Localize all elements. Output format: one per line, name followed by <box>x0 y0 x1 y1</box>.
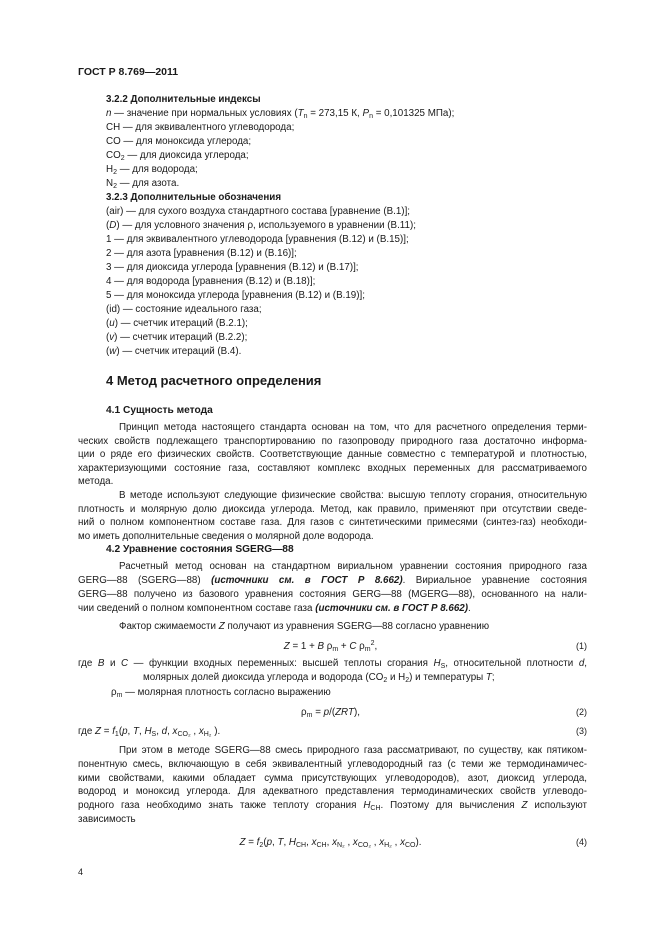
text-run: , <box>127 726 133 737</box>
paragraph-sgerg <box>78 560 587 616</box>
text-i: x <box>352 837 358 848</box>
section-4-2-heading: 4.2 Уравнение состояния SGERG—88 <box>106 544 294 555</box>
text-line <box>78 785 587 799</box>
text-run: 5 — для моноксида углерода [уравнения (B.12) и (B.19)]; <box>106 290 365 301</box>
text-line <box>78 475 587 489</box>
text-sub: CO <box>404 842 416 849</box>
equation-1 <box>0 640 661 654</box>
text-i: x <box>332 837 337 848</box>
text-line <box>106 135 454 149</box>
text-sub: m <box>306 712 313 719</box>
text-i: H <box>363 800 371 812</box>
text-run: ( <box>106 332 110 343</box>
text-run: /( <box>329 707 336 718</box>
text-sub: N₂ <box>336 842 345 849</box>
text-run: Фактор сжимаемости <box>119 621 219 632</box>
text-sub: CH <box>370 805 381 813</box>
text-i: p <box>122 726 128 737</box>
text-i: x <box>400 837 405 848</box>
text-run: , <box>391 837 401 848</box>
text-run: . <box>468 603 471 614</box>
text-run: , <box>283 837 289 848</box>
text-sup: 2 <box>370 640 375 647</box>
text-sub: 2 <box>113 183 117 190</box>
text-line <box>106 247 454 261</box>
text-run: 2 — для азота [уравнения (B.12) и (B.16)]; <box>106 248 297 259</box>
text-run: ) — счетчик итераций (B.4). <box>116 346 242 357</box>
text-run: — значение при нормальных условиях ( <box>111 108 298 119</box>
text-i: p <box>266 837 273 848</box>
text-run: Расчетный метод основан на стандартном вириальном уравнении состояния природного газа <box>119 561 587 572</box>
text-line <box>78 435 587 449</box>
text-line <box>78 799 587 813</box>
text-run: H <box>106 164 114 175</box>
text-i: Z <box>95 726 102 737</box>
text-run: ), <box>353 707 360 718</box>
text-i: w <box>109 346 117 357</box>
text-run: ). <box>415 837 422 848</box>
text-run: , <box>326 837 333 848</box>
text-run: N <box>106 178 114 189</box>
text-run: ( <box>263 837 267 848</box>
section-3-2-lists <box>106 93 454 359</box>
text-line <box>78 574 587 588</box>
text-i: H <box>433 658 441 669</box>
text-line <box>78 530 587 544</box>
text-run: = <box>245 837 257 848</box>
text-line <box>106 205 454 219</box>
text-run: В методе используют следующие физические свойства: высшую теплоту сгорания, относительную <box>119 490 587 501</box>
text-i: Z <box>521 800 528 812</box>
text-i: T <box>485 671 492 683</box>
text-run: , <box>374 641 378 652</box>
text-run: + <box>338 641 350 652</box>
text-sub: 2 <box>113 169 117 176</box>
text-line <box>106 93 454 107</box>
text-run: При этом в методе SGERG—88 смесь природного газа рассматривают, по существу, как пятиком- <box>119 745 587 756</box>
text-i: Z <box>239 837 246 848</box>
text-line <box>78 448 587 462</box>
text-line <box>78 516 587 530</box>
equation-4 <box>0 836 661 850</box>
text-i: v <box>109 332 115 343</box>
text-line <box>106 163 454 177</box>
text-run: 1 — для эквивалентного углеводорода [уравнения (B.12) и (B.15)]; <box>106 234 409 245</box>
text-run: , <box>584 658 587 669</box>
text-run: родного газа необходимо знать также теплоту сгорания <box>78 800 364 812</box>
text-sub: 2 <box>383 676 388 684</box>
text-line <box>0 640 661 654</box>
text-i: p <box>323 707 330 718</box>
equation-1-number: (1) <box>576 641 587 651</box>
text-line <box>111 686 331 700</box>
text-run: ). <box>211 726 221 737</box>
text-i: P <box>362 108 370 119</box>
text-run: ) — для условного значения ρ, используемого в уравнении (B.11); <box>116 220 416 231</box>
text-run: плотность и молярную долю диоксида углерода. Метод, как правило, применяют при отсутствии сведе- <box>78 503 587 515</box>
text-i: f <box>112 726 115 737</box>
text-line <box>106 275 454 289</box>
text-run: , <box>138 726 145 737</box>
text-run: , <box>306 837 312 848</box>
text-line <box>106 121 454 135</box>
text-line <box>106 191 454 205</box>
text-i: ZRT <box>335 707 354 718</box>
text-run: мо иметь дополнительные сведения о молярной доле водорода. <box>78 530 374 542</box>
text-i: Z <box>218 621 225 632</box>
text-line <box>0 706 661 720</box>
text-i: T <box>297 108 304 119</box>
text-run: CO <box>106 150 121 161</box>
text-run: , <box>156 726 162 737</box>
text-run: = 1 + <box>289 641 318 652</box>
equation-3-number: (3) <box>576 726 587 736</box>
text-line <box>78 772 587 786</box>
document-header: ГОСТ Р 8.769—2011 <box>78 66 179 78</box>
text-run: 3 — для диоксида углерода [уравнения (B.12) и (B.17)]; <box>106 262 359 273</box>
text-bi: (источники см. в ГОСТ Р 8.662) <box>315 603 468 614</box>
text-i: T <box>133 726 139 737</box>
paragraph-five-component <box>78 744 587 827</box>
text-run: , относительной плотности <box>445 658 579 669</box>
text-line <box>119 620 489 634</box>
page-number: 4 <box>78 867 84 877</box>
text-sub: S <box>151 731 157 738</box>
text-line <box>78 813 587 827</box>
text-run: ρ <box>301 707 307 718</box>
text-i: x <box>311 837 317 848</box>
text-sub: m <box>364 646 371 653</box>
text-run: , <box>272 837 278 848</box>
text-run: , <box>344 837 353 848</box>
text-i: f <box>256 837 260 848</box>
text-run: — для азота. <box>116 178 180 189</box>
text-sub: m <box>116 692 123 699</box>
text-line <box>78 489 587 503</box>
text-run: характеризующими состояние газа, составляют комплекс входных переменных для рассматриваемого <box>78 462 587 474</box>
equation-2 <box>0 706 661 720</box>
text-run: ческих свойств подлежащего транспортированию по газопроводу природного газа достаточно информа- <box>78 435 587 447</box>
text-sub: 2 <box>405 676 410 684</box>
text-run: 4 — для водорода [уравнения (B.12) и (B.18)]; <box>106 276 316 287</box>
section-4-1-heading: 4.1 Сущность метода <box>106 405 213 416</box>
text-run: (air) — для сухого воздуха стандартного состава [уравнение (B.1)]; <box>106 206 411 217</box>
text-run: , <box>190 726 199 737</box>
text-sub: 2 <box>259 842 264 849</box>
text-i: u <box>109 318 115 329</box>
text-sub: n <box>303 113 308 120</box>
text-b: 3.2.2 Дополнительные индексы <box>106 94 261 105</box>
rho-definition <box>111 686 331 700</box>
text-line <box>106 219 454 233</box>
text-run: получают из уравнения SGERG—88 согласно уравнению <box>224 621 490 632</box>
text-run: и <box>104 658 121 669</box>
text-run: где <box>78 658 98 669</box>
factor-line <box>119 620 489 634</box>
text-run: понентную смесь, включающую в себя эквивалентный углеводородный газ (с теми же термодинамичес- <box>78 758 587 770</box>
text-run: ний о полном компонентном составе газа. Для газов с синтетическими примесями (синтез-газ) необходи- <box>78 517 587 529</box>
text-sub: m <box>332 646 339 653</box>
section-4-heading: 4 Метод расчетного определения <box>106 373 322 388</box>
text-i: x <box>379 837 385 848</box>
text-bi: (источники см. в ГОСТ Р 8.662) <box>211 575 403 586</box>
text-sub: CO₂ <box>357 842 372 849</box>
text-run: GERG—88 (SGERG—88) <box>78 575 212 586</box>
text-sub: CH <box>316 842 327 849</box>
text-line <box>78 657 587 671</box>
text-line <box>78 421 587 435</box>
text-i: n <box>106 108 112 119</box>
text-run: CO — для моноксида углерода; <box>106 136 252 147</box>
text-line <box>106 345 454 359</box>
text-line <box>78 503 587 517</box>
text-line <box>106 233 454 247</box>
text-run: — функции входных переменных: высшей теплоты сгорания <box>128 658 434 669</box>
text-sub: CH <box>296 842 307 849</box>
text-line <box>106 303 454 317</box>
text-sub: 2 <box>120 155 125 162</box>
text-i: T <box>277 837 284 848</box>
text-run: Принцип метода настоящего стандарта основан на том, что для расчетного определения терми- <box>119 422 587 433</box>
text-line <box>106 331 454 345</box>
text-run: водород и моноксид углерода. Для адекватного представления термодинамических свойств углеводо- <box>78 786 587 798</box>
where-b-c <box>78 657 587 684</box>
text-line <box>106 177 454 191</box>
text-run: и H <box>387 671 406 683</box>
text-run: ( <box>106 318 110 329</box>
text-sub: 1 <box>114 731 119 738</box>
text-run: используют <box>527 800 588 812</box>
text-line <box>78 560 587 574</box>
text-run: кими свойствами, какими обладает сумма присутствующих углеводородов), азот, диоксид углерода, <box>78 772 587 784</box>
text-i: Z <box>283 641 290 652</box>
text-run: метода. <box>78 476 114 488</box>
text-run: . Вириальное уравнение состояния <box>402 575 587 586</box>
text-run: = <box>101 726 113 737</box>
text-i: x <box>172 726 178 737</box>
text-line <box>78 744 587 758</box>
text-line <box>106 149 454 163</box>
text-i: D <box>109 220 117 231</box>
text-line <box>78 758 587 772</box>
text-run: чии сведений о полном компонентном составе газа <box>78 603 316 614</box>
text-run: , <box>167 726 173 737</box>
text-line <box>106 261 454 275</box>
text-sub: H₂ <box>384 842 392 849</box>
text-run: = 0,101325 МПа); <box>372 108 455 119</box>
text-run: CH — для эквивалентного углеводорода; <box>106 122 295 133</box>
text-sub: H₂ <box>203 731 212 738</box>
text-b: 3.2.3 Дополнительные обозначения <box>106 192 282 203</box>
text-line <box>78 462 587 476</box>
text-run: ции о ряде его физических свойств. Соответствующие данные совместно с температурой и плотностью, <box>78 449 587 461</box>
paragraph-properties <box>78 489 587 543</box>
equation-4-number: (4) <box>576 837 587 847</box>
text-line <box>78 671 587 685</box>
text-run: , <box>371 837 380 848</box>
text-i: C <box>121 658 129 669</box>
text-run: = 273,15 К, <box>307 108 363 119</box>
text-run: ρ <box>111 687 117 698</box>
text-run: зависимость <box>78 813 136 825</box>
text-i: d <box>578 658 585 669</box>
text-run: ρ <box>356 641 365 652</box>
text-line <box>106 289 454 303</box>
text-run: ; <box>491 671 495 683</box>
equation-3 <box>78 725 220 739</box>
text-line <box>106 107 454 121</box>
text-run: ρ <box>324 641 333 652</box>
text-run: . Поэтому для вычисления <box>380 800 522 812</box>
text-i: H <box>144 726 152 737</box>
text-run: (id) — состояние идеального газа; <box>106 304 262 315</box>
text-run: ( <box>106 346 110 357</box>
text-run: ) и температуры <box>409 671 486 683</box>
text-line <box>0 836 661 850</box>
text-run: ) — счетчик итераций (B.2.1); <box>114 318 248 329</box>
text-run: где <box>78 726 96 737</box>
text-i: d <box>161 726 168 737</box>
text-i: x <box>198 726 204 737</box>
text-i: H <box>288 837 296 848</box>
text-line <box>106 317 454 331</box>
text-line <box>78 588 587 602</box>
text-i: C <box>349 641 357 652</box>
text-run: — для водорода; <box>116 164 198 175</box>
text-sub: CO₂ <box>177 731 191 738</box>
text-run: молярных долей диоксида углерода и водорода (CO <box>143 671 384 683</box>
paragraph-principle <box>78 421 587 489</box>
text-line <box>78 602 587 616</box>
text-run: ( <box>118 726 123 737</box>
text-run: = <box>312 707 324 718</box>
equation-2-number: (2) <box>576 707 587 717</box>
text-run: — молярная плотность согласно выражению <box>122 687 331 698</box>
text-i: B <box>317 641 325 652</box>
text-run: GERG—88 получено из базового уравнения состояния GERG—88 (MGERG—88), основанного на нали- <box>78 589 587 600</box>
text-line <box>78 725 220 739</box>
text-run: ( <box>106 220 110 231</box>
text-run: — для диоксида углерода; <box>124 150 249 161</box>
text-sub: S <box>440 663 446 670</box>
text-run: ) — счетчик итераций (B.2.2); <box>114 332 248 343</box>
text-i: B <box>97 658 105 669</box>
text-sub: n <box>369 113 373 120</box>
